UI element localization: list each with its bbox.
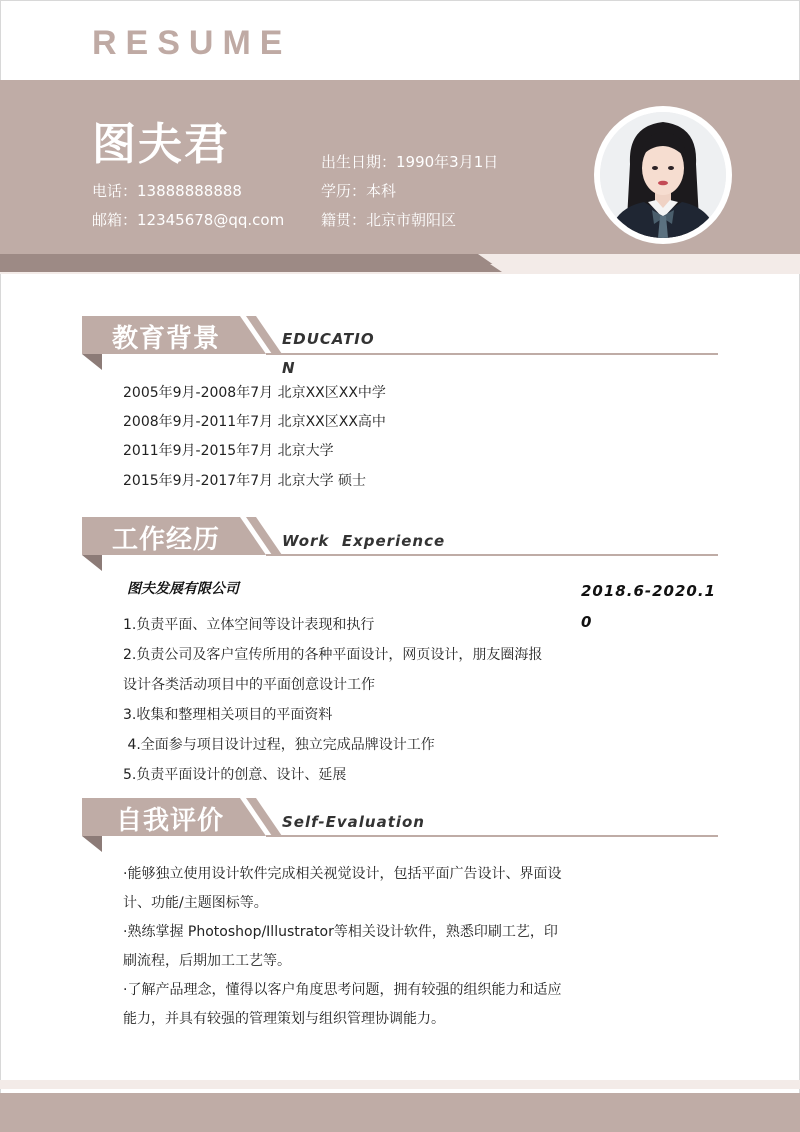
resume-title: RESUME (92, 24, 292, 62)
education-title-en: EDUCATION (282, 330, 375, 377)
work-period: 2018.6-2020.10 (581, 582, 716, 631)
header-divider-strip (0, 254, 800, 274)
education-title: 教育背景 (112, 324, 221, 354)
work-header (82, 517, 718, 569)
self-eval-paragraph: ·能够独立使用设计软件完成相关视觉设计，包括平面广告设计、界面设计、功能/主题图标等。 (123, 866, 562, 911)
self-eval-text (123, 860, 563, 1034)
email-info: 邮箱：12345678@qq.com (92, 211, 285, 229)
birth-info: 出生日期：1990年3月1日 (321, 153, 499, 171)
footer-light-strip (0, 1080, 800, 1089)
work-title-en: Work Experience (282, 532, 446, 550)
company-name: 图夫发展有限公司 (127, 581, 239, 597)
work-duty: 4.全面参与项目设计过程，独立完成品牌设计工作 (123, 737, 435, 753)
footer-band (0, 1093, 800, 1132)
work-duty: 3.收集和整理相关项目的平面资料 (123, 707, 333, 723)
phone-info: 电话：13888888888 (92, 182, 242, 200)
education-item: 2011年9月-2015年7月 北京大学 (123, 443, 334, 459)
person-name: 图夫君 (92, 119, 230, 170)
self-eval-paragraph: ·了解产品理念，懂得以客户角度思考问题，拥有较强的组织能力和适应能力，并具有较强的管理策划与组织管理协调能力。 (123, 982, 562, 1027)
education-level-info: 学历：本科 (321, 182, 397, 200)
work-duty: 2.负责公司及客户宣传所用的各种平面设计，网页设计，朋友圈海报 (123, 647, 543, 663)
education-section (82, 316, 718, 377)
hometown-info: 籍贯：北京市朝阳区 (321, 211, 457, 229)
work-title: 工作经历 (112, 525, 221, 555)
education-item: 2008年9月-2011年7月 北京XX区XX高中 (123, 414, 386, 430)
avatar (600, 112, 726, 238)
self-eval-title: 自我评价 (116, 806, 225, 836)
self-eval-paragraph: ·熟练掌握 Photoshop/Illustrator等相关设计软件，熟悉印刷工艺，印刷流程，后期加工工艺等。 (123, 924, 558, 969)
self-eval-header (82, 798, 718, 850)
education-item: 2015年9月-2017年7月 北京大学 硕士 (123, 473, 367, 489)
education-header (82, 316, 718, 377)
work-section (82, 517, 718, 569)
education-item: 2005年9月-2008年7月 北京XX区XX中学 (123, 385, 386, 401)
self-eval-section (82, 798, 718, 850)
work-duty: 设计各类活动项目中的平面创意设计工作 (123, 677, 375, 693)
self-eval-title-en: Self-Evaluation (282, 813, 425, 831)
work-duty: 1.负责平面、立体空间等设计表现和执行 (123, 617, 375, 633)
work-duty: 5.负责平面设计的创意、设计、延展 (123, 767, 347, 783)
